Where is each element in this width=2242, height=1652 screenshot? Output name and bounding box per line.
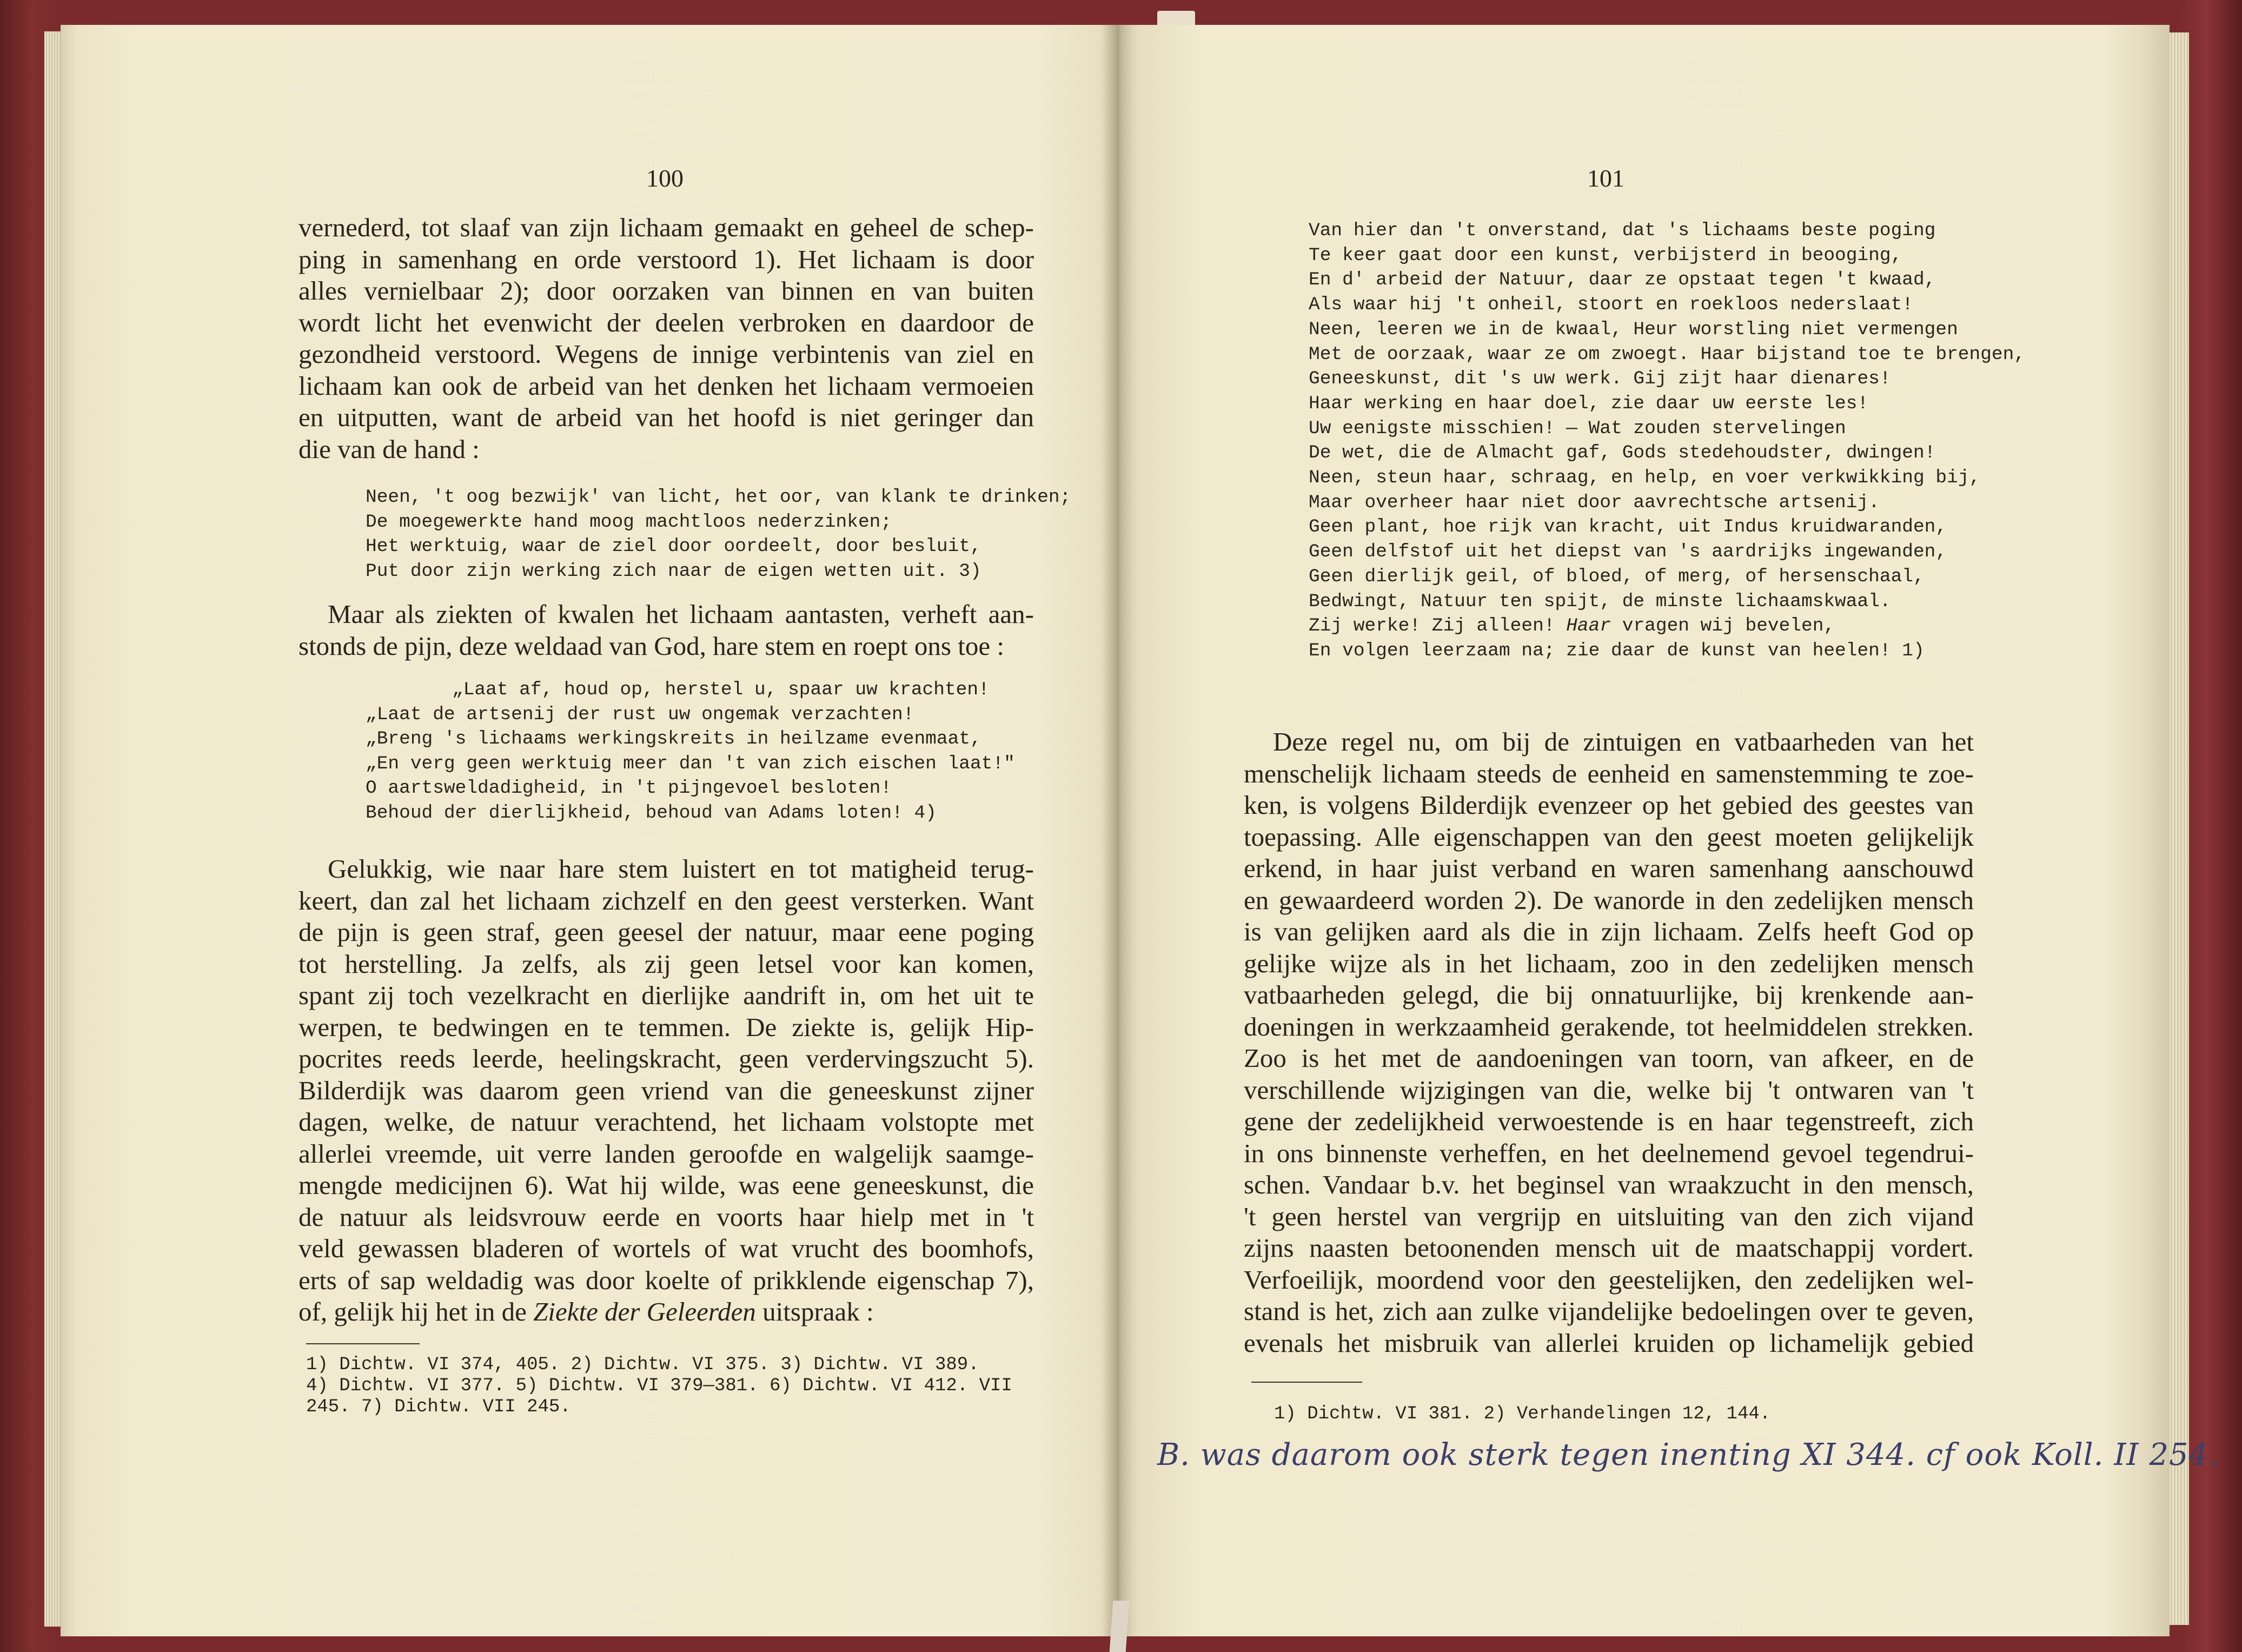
verse-line: O aartsweldadigheid, in 't pijngevoel besloten!: [366, 778, 892, 799]
text-line: veld gewassen bladeren of wortels of wat vrucht des boomhofs,: [299, 1233, 1034, 1263]
text-line: ping in samenhang en orde verstoord 1). Het lichaam is door: [299, 244, 1034, 274]
page-number-right: 101: [1587, 164, 1624, 192]
text-line: lichaam kan ook de arbeid van het denken het lichaam vermoeien: [299, 370, 1034, 401]
text-line: allerlei vreemde, uit verre landen geroofde en walgelijk saamge-: [299, 1138, 1034, 1169]
footnote-line: 1) Dichtw. VI 374, 405. 2) Dichtw. VI 375. 3) Dichtw. VI 389.: [306, 1355, 979, 1375]
verse-line: „Laat de artsenij der rust uw ongemak verzachten!: [366, 704, 914, 725]
text-line: de pijn is geen straf, geen geesel der natuur, maar eene poging: [299, 917, 1034, 947]
verse-line: „Breng 's lichaams werkingskreits in heilzame evenmaat,: [366, 728, 981, 749]
book-title-italic: Ziekte der Geleerden: [533, 1297, 756, 1326]
handwritten-annotation: B. was daarom ook sterk tegen inenting XI 344. cf ook Koll. II 254.: [1157, 1437, 2219, 1472]
text-line: evenals het misbruik van allerlei kruiden op lichamelijk gebied: [1244, 1328, 1974, 1358]
emphasis-italic: Haar: [1566, 615, 1611, 637]
text-line: gezondheid verstoord. Wegens de innige verbintenis van ziel en: [299, 339, 1034, 369]
left-footnotes: [306, 1355, 1012, 1418]
text-fragment: Zij werke! Zij alleen!: [1309, 615, 1555, 637]
verse-line: En volgen leerzaam na; zie daar de kunst van heelen! 1): [1309, 640, 1925, 661]
text-line: vernederd, tot slaaf van zijn lichaam gemaakt en geheel de schep-: [299, 213, 1034, 242]
text-line: Gelukkig, wie naar hare stem luistert en tot matigheid terug-: [328, 854, 1034, 884]
verse-line: De wet, die de Almacht gaf, Gods stedehoudster, dwingen!: [1309, 442, 1936, 464]
text-line: Bilderdijk was daarom geen vriend van die geneeskunst zijner: [299, 1075, 1034, 1105]
text-line: stonds de pijn, deze weldaad van God, hare stem en roept ons toe :: [299, 631, 1004, 661]
text-line: en gewaardeerd worden 2). De wanorde in den zedelijken mensch: [1244, 885, 1974, 915]
verse-line: Haar werking en haar doel, zie daar uw eerste les!: [1309, 393, 1869, 414]
text-line: verschillende wijzigingen van die, welke bij 't ontwaren van 't: [1244, 1074, 1974, 1105]
verse-line: Het werktuig, waar de ziel door oordeelt, door besluit,: [366, 536, 981, 557]
verse-line: Als waar hij 't onheil, stoort en roekloos nederslaat!: [1309, 294, 1913, 316]
left-verse-2: [366, 678, 1015, 825]
verse-line: Neen, 't oog bezwijk' van licht, het oor, van klank te drinken;: [366, 487, 1071, 508]
text-line: is van gelijken aard als die in zijn lichaam. Zelfs heeft God op: [1244, 917, 1974, 946]
text-line: dagen, welke, de natuur verachtend, het lichaam volstopte met: [299, 1107, 1034, 1137]
text-line: Deze regel nu, om bij de zintuigen en vatbaarheden van het: [1273, 727, 1974, 757]
text-line: erkend, in haar juist verband en waren samenhang aanschouwd: [1244, 853, 1974, 883]
left-verse-1: [366, 485, 1071, 583]
verse-line: Geen delfstof uit het diepst van 's aardrijks ingewanden,: [1309, 541, 1947, 563]
footnote-rule-right: [1251, 1382, 1362, 1383]
text-line: gelijke wijze als in het lichaam, zoo in den zedelijken mensch: [1244, 948, 1974, 978]
left-paragraph-2: [299, 599, 1034, 662]
verse-line: De moegewerkte hand moog machtloos nederzinken;: [366, 511, 892, 533]
text-line: schen. Vandaar b.v. het beginsel van wraakzucht in den mensch,: [1244, 1170, 1974, 1199]
text-line: in ons binnenste verheffen, en het deelnemend gevoel tegendrui-: [1244, 1138, 1974, 1168]
verse-line: Maar overheer haar niet door aavrechtsche artsenij.: [1309, 492, 1880, 513]
verse-line: „En verg geen werktuig meer dan 't van zich eischen laat!": [366, 753, 1015, 774]
text-line: [299, 1296, 1034, 1328]
text-line: spant zij toch vezelkracht en dierlijke aandrift in, om het uit te: [299, 980, 1034, 1010]
text-line: die van de hand :: [299, 434, 480, 464]
text-fragment: of, gelijk hij het in de: [299, 1297, 527, 1326]
verse-line: Geen dierlijk geil, of bloed, of merg, of hersenschaal,: [1309, 566, 1925, 587]
text-line: mengde medicijnen 6). Wat hij wilde, was eene geneeskunst, die: [299, 1170, 1034, 1200]
text-line: doeningen in werkzaamheid gerakende, tot heelmiddelen strekken.: [1244, 1011, 1974, 1041]
footnote-rule-left: [306, 1343, 420, 1344]
verse-line: „Laat af, houd op, herstel u, spaar uw krachten!: [452, 679, 990, 700]
verse-line: Behoud der dierlijkheid, behoud van Adams loten! 4): [366, 802, 937, 824]
verse-line: Neen, steun haar, schraag, en help, en voer verkwikking bij,: [1309, 467, 1981, 489]
text-fragment: vragen wij bevelen,: [1622, 615, 1835, 637]
verse-line: Geen plant, hoe rijk van kracht, uit Indus kruidwaranden,: [1309, 516, 1947, 538]
verse-line: Met de oorzaak, waar ze om zwoegt. Haar bijstand toe te brengen,: [1309, 343, 2026, 365]
text-line: alles vernielbaar 2); door oorzaken van binnen en van buiten: [299, 276, 1034, 306]
text-line: wordt licht het evenwicht der deelen verbroken en daardoor de: [299, 307, 1034, 337]
text-line: vatbaarheden gelegd, die bij onnatuurlijke, bij krenkende aan-: [1244, 980, 1974, 1010]
text-line: de natuur als leidsvrouw eerde en voorts haar hielp met in 't: [299, 1202, 1034, 1232]
text-line: en uitputten, want de arbeid van het hoofd is niet geringer dan: [299, 402, 1034, 432]
text-line: zijns naasten betoonenden mensch uit de maatschappij vordert.: [1244, 1233, 1974, 1263]
text-line: werpen, te bedwingen en te temmen. De ziekte is, gelijk Hip-: [299, 1012, 1034, 1042]
text-line: toepassing. Alle eigenschappen van den geest moeten gelijkelijk: [1244, 821, 1974, 852]
footnote-line: 1) Dichtw. VI 381. 2) Verhandelingen 12, 144.: [1274, 1404, 1771, 1424]
verse-line: [1309, 614, 2025, 639]
text-line: ken, is volgens Bilderdijk evenzeer op het gebied des geestes van: [1244, 790, 1974, 820]
verse-line: Bedwingt, Natuur ten spijt, de minste lichaamskwaal.: [1309, 591, 1891, 612]
text-line: pocrites reeds leerde, heelingskracht, geen verdervingszucht 5).: [299, 1044, 1034, 1073]
right-verse: [1309, 218, 2025, 664]
verse-line: Neen, leeren we in de kwaal, Heur worstling niet vermengen: [1309, 319, 1958, 340]
right-footnotes: [1274, 1404, 1770, 1425]
left-paragraph-3: [299, 853, 1034, 1328]
left-paragraph-1: [299, 212, 1034, 465]
right-paragraph: [1244, 726, 1974, 1359]
text-line: stand is het, zich aan zulke vijandelijke bedoelingen over te geven,: [1244, 1296, 1974, 1326]
text-line: keert, dan zal het lichaam zichzelf en den geest versterken. Want: [299, 885, 1034, 915]
page-edges-right: [2167, 32, 2189, 1625]
text-line: Zoo is het met de aandoeningen van toorn, van afkeer, en de: [1244, 1043, 1974, 1073]
text-line: tot herstelling. Ja zelfs, als zij geen letsel voor kan komen,: [299, 948, 1034, 979]
verse-line: En d' arbeid der Natuur, daar ze opstaat tegen 't kwaad,: [1309, 269, 1936, 291]
text-line: Maar als ziekten of kwalen het lichaam aantasten, verheft aan-: [328, 599, 1034, 629]
verse-line: Uw eenigste misschien! — Wat zouden stervelingen: [1309, 417, 1846, 439]
page-number-left: 100: [646, 164, 684, 192]
verse-line: Geneeskunst, dit 's uw werk. Gij zijt haar dienares!: [1309, 368, 1891, 390]
verse-line: Te keer gaat door een kunst, verbijsterd in beooging,: [1309, 244, 1902, 266]
text-fragment: uitspraak :: [762, 1297, 874, 1326]
verse-line: Put door zijn werking zich naar de eigen wetten uit. 3): [366, 560, 981, 582]
footnote-line: 245. 7) Dichtw. VII 245.: [306, 1397, 571, 1417]
footnote-line: 4) Dichtw. VI 377. 5) Dichtw. VI 379—381. 6) Dichtw. VI 412. VII: [306, 1376, 1012, 1396]
text-line: gene der zedelijkheid verwoestende is en haar tegenstreeft, zich: [1244, 1106, 1974, 1136]
text-line: erts of sap weldadig was door koelte of prikklende eigenschap 7),: [299, 1265, 1034, 1295]
book-gutter: [1103, 25, 1133, 1636]
text-line: 't geen herstel van vergrijp en uitsluiting van den zich vijand: [1244, 1201, 1974, 1231]
verse-line: Van hier dan 't onverstand, dat 's lichaams beste poging: [1309, 220, 1936, 241]
text-line: menschelijk lichaam steeds de eenheid en samenstemming te zoe-: [1244, 758, 1974, 788]
text-line: Verfoeilijk, moordend voor den geestelijken, den zedelijken wel-: [1244, 1264, 1974, 1295]
